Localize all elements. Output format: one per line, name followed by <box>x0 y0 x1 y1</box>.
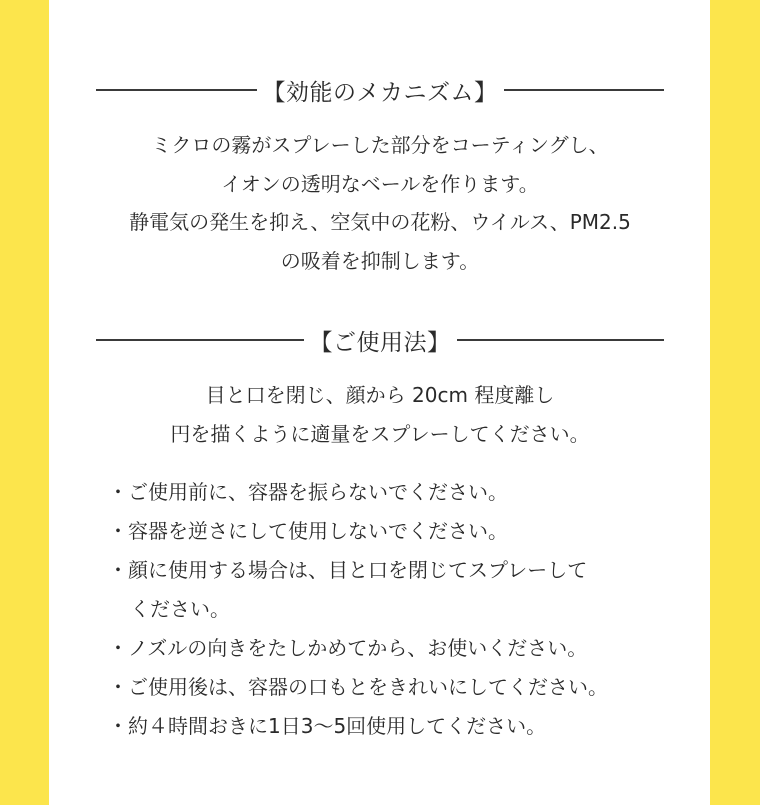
caution-item <box>108 668 608 707</box>
caution-text: ・ご使用前に、容器を振らないでください。 <box>108 480 508 504</box>
heading-rule-right <box>504 89 665 91</box>
mechanism-line: イオンの透明なベールを作ります。 <box>221 171 539 196</box>
caution-item <box>108 707 608 746</box>
caution-item <box>108 629 608 668</box>
mechanism-heading <box>96 72 664 108</box>
caution-text: ・顔に使用する場合は、目と口を閉じてスプレーして <box>108 558 588 582</box>
mechanism-text <box>60 126 700 280</box>
usage-heading <box>96 322 664 358</box>
mechanism-line: ミクロの霧がスプレーした部分をコーティングし、 <box>151 133 609 157</box>
caution-item <box>108 551 608 629</box>
caution-text: ・ノズルの向きをたしかめてから、お使いください。 <box>108 636 588 660</box>
caution-text-continued: ください。 <box>130 597 230 621</box>
usage-text <box>60 376 700 453</box>
mechanism-title: 【効能のメカニズム】 <box>262 79 498 106</box>
caution-text: ・容器を逆さにして使用しないでください。 <box>108 519 508 543</box>
usage-title: 【ご使用法】 <box>309 329 451 356</box>
mechanism-line: 静電気の発生を抑え、空気中の花粉、ウイルス、PM2.5 <box>129 210 631 234</box>
caution-item <box>108 473 608 512</box>
heading-rule-left <box>96 89 257 91</box>
heading-rule-right <box>457 339 665 341</box>
usage-line: 目と口を閉じ、顔から 20cm 程度離し <box>205 383 555 407</box>
usage-line: 円を描くように適量をスプレーしてください。 <box>170 421 590 446</box>
caution-text: ・約４時間おきに1日3～5回使用してください。 <box>108 714 547 738</box>
caution-text: ・ご使用後は、容器の口もとをきれいにしてください。 <box>108 675 608 699</box>
heading-rule-left <box>96 339 304 341</box>
mechanism-line: の吸着を抑制します。 <box>280 248 480 273</box>
caution-item <box>108 512 608 551</box>
caution-list <box>108 473 608 746</box>
